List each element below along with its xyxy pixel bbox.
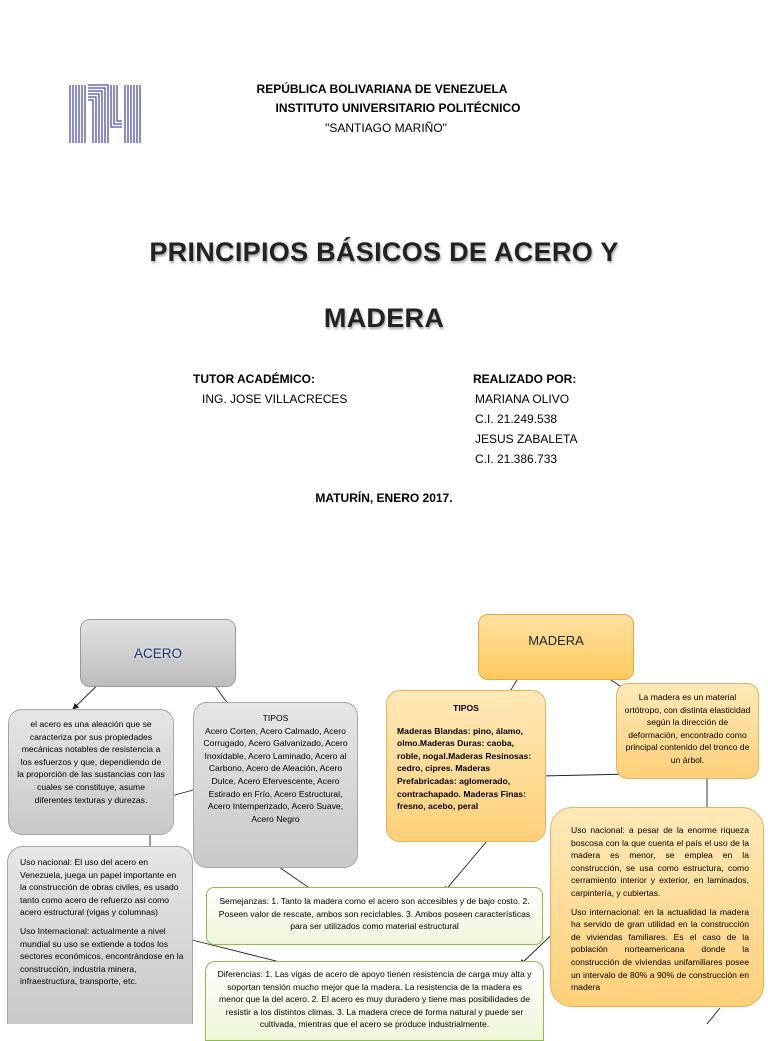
madera-title: MADERA — [528, 632, 584, 648]
header-line-1: REPÚBLICA BOLIVARIANA DE VENEZUELA — [256, 82, 508, 96]
madera-usos-box — [550, 807, 764, 1007]
madera-tipos-list: Maderas Blandas: pino, álamo, olmo.Maderas Duras: caoba, roble, nogal.Maderas Resinosas: cedro, cipres. Maderas Prefabricadas: aglomerado, contrachapado. Maderas Finas: fresno, acebo, peral — [397, 725, 532, 812]
document-title-line-2: MADERA — [323, 303, 445, 333]
madera-tipos-box — [386, 690, 546, 842]
madera-definition-box — [616, 683, 759, 779]
authors-label: REALIZADO POR: — [473, 372, 577, 386]
acero-title: ACERO — [133, 645, 182, 661]
madera-tipos-title: TIPOS — [453, 703, 479, 713]
madera-definition: La madera es un material ortótropo, con distinta elasticidad según la dirección de deformación, encontrado como principal contenido del tronco de un árbol. — [624, 692, 751, 765]
header-line-3: "SANTIAGO MARIÑO" — [325, 121, 447, 135]
author-1-id: C.I. 21.249.538 — [475, 412, 558, 426]
diferencias-text: Diferencias: 1. Las vigas de acero de apoyo tienen resistencia de carga muy alta y soportan tensión mucho mejor que la madera. La resistencia de la madera es menor que la del acero. 2. El acero es muy duradero y tiene mas posibilidades de resistir a los distintos climas. 3. La madera crece de forma natural y puede ser cultivada, mientras que el acero se produce industrialmente. — [217, 969, 532, 1030]
diferencias-box — [205, 961, 544, 1041]
acero-tipos-box — [193, 702, 358, 868]
acero-uso-nacional: Uso nacional: El uso del acero en Venezuela, juega un papel importante en la construcción de obras civiles, es usado tanto como acero de refuerzo asi como acero estructural (vigas y columnas) — [20, 857, 179, 918]
author-2-name: JESUS ZABALETA — [475, 432, 578, 446]
acero-uso-internacional: Uso Internacional: actualmente a nivel mundial su uso se extiende a todos los sectores económicos, encontrándose en la construcción, industria minera, infraestructura, transporte, etc. — [20, 925, 184, 987]
tutor-label: TUTOR ACADÉMICO: — [193, 372, 315, 386]
acero-definition: el acero es una aleación que se caracteriza por sus propiedades mecánicas notables de resistencia a los esfuerzos y que, dependiendo de la proporción de las sustancias con las cuales se constituye, asume diferentes texturas y durezas. — [17, 719, 165, 805]
madera-title-box — [478, 614, 634, 680]
header-line-2: INSTITUTO UNIVERSITARIO POLITÉCNICO — [275, 101, 521, 115]
acero-tipos-title: TIPOS — [262, 713, 289, 723]
document-title-line-1: PRINCIPIOS BÁSICOS DE ACERO Y — [149, 237, 619, 267]
acero-tipos-list: Acero Corten, Acero Calmado, Acero Corrugado, Acero Galvanizado, Acero Inoxidable, Acero Laminado, Acero al Carbono, Acero de Aleación, Acero Dulce, Acero Efervescente, Acero Estirado en Frío, Acero Estructural, Acero Intemperizado, Acero Suave, Acero Negro — [203, 725, 348, 824]
semejanzas-text: Semejanzas: 1. Tanto la madera como el acero son accesibles y de bajo costo. 2. Poseen valor de rescate, ambos son reciclables. 3. Ambos poseen características para ser utilizados como material estructural — [218, 896, 531, 932]
acero-definition-box — [8, 709, 174, 835]
connector-madera-bottom — [702, 1008, 720, 1024]
acero-usos-box — [7, 846, 193, 1024]
tutor-name: ING. JOSE VILLACRECES — [202, 392, 348, 406]
madera-uso-nacional: Uso nacional: a pesar de la enorme riqueza boscosa con la que cuenta el país el uso de la madera es menor, se emplea en la construcción, se usa como estructura, como cerramiento interior y exterior, en laminados, carpintería, y cubiertas. — [571, 825, 749, 898]
madera-uso-internacional: Uso internacional: en la actualidad la madera ha servido de gran utilidad en la construcción de viviendas familiares. Es el caso de la población norteamericana donde la construcción de viviendas unifamiliares posee un intervalo de 80% a 90% de construcción en madera — [571, 906, 749, 993]
semejanzas-box — [206, 887, 543, 945]
place-date: MATURÍN, ENERO 2017. — [315, 491, 453, 505]
author-1-name: MARIANA OLIVO — [475, 392, 570, 406]
acero-title-box — [80, 619, 236, 687]
author-2-id: C.I. 21.386.733 — [475, 452, 558, 466]
connector-tipos-semejanzas-madera — [444, 841, 487, 892]
